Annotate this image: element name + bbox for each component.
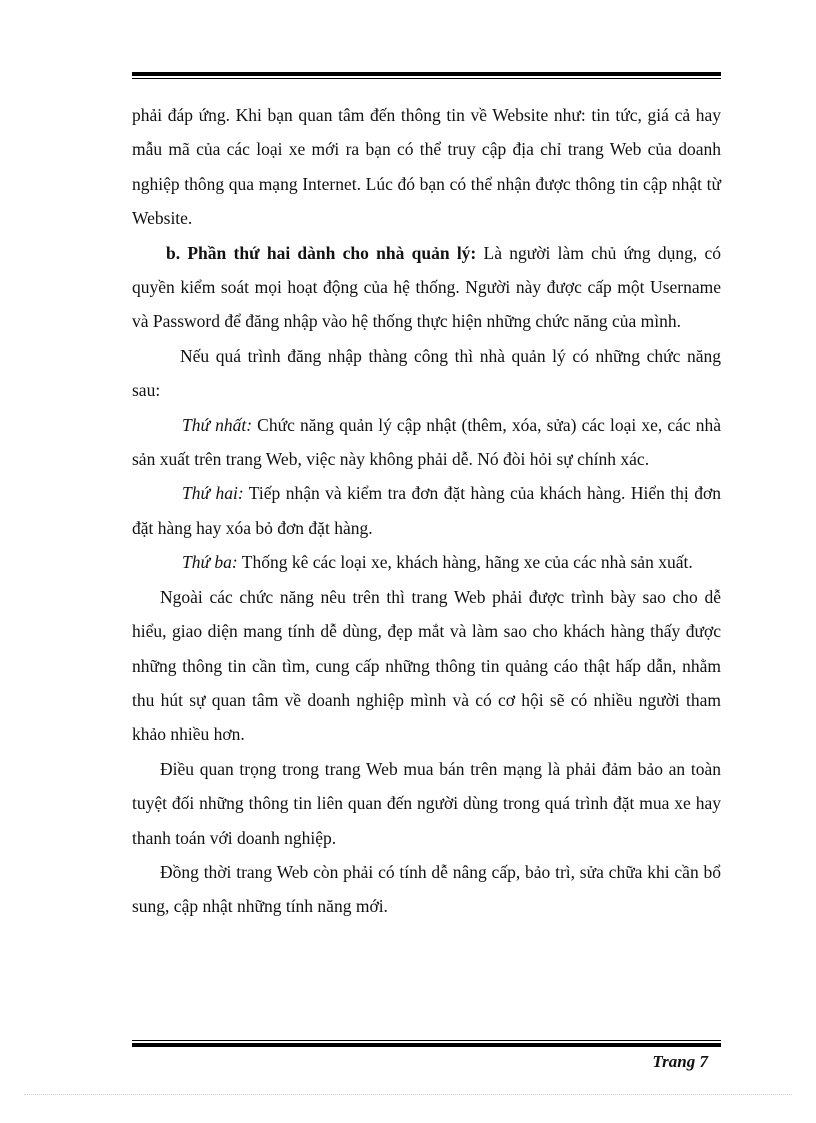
admin-section-text: Là người làm chủ ứng dụng, có quyền kiểm soát mọi hoạt động của hệ thống. Người này được cấp một Username và Password để đăng nhập vào hệ thống thực hiện những chức năng của mình. [132,242,721,332]
second-function-label: Thứ hai: [182,483,244,504]
footer-rule [132,1040,721,1047]
second-function-text: Tiếp nhận và kiểm tra đơn đặt hàng của khách hàng. Hiển thị đơn đặt hàng hay xóa bỏ đơn đặt hàng. [132,483,721,538]
page-number: Trang 7 [652,1052,708,1071]
paragraph-second-function [132,476,721,545]
header-rule [132,72,721,79]
third-function-label: Thứ ba: [182,552,238,573]
paragraph-admin-section [132,236,721,339]
third-function-text: Thống kê các loại xe, khách hàng, hãng xe của các nhà sản xuất. [237,552,693,573]
paragraph-website-info: phải đáp ứng. Khi bạn quan tâm đến thông tin về Website như: tin tức, giá cả hay mẫu mã của các loại xe mới ra bạn có thể truy cập địa chỉ trang Web của doanh nghiệp thông qua mạng Internet. Lúc đó bạn có thể nhận được thông tin cập nhật từ Website. [132,105,721,229]
paragraph-security: Điều quan trọng trong trang Web mua bán trên mạng là phải đảm bảo an toàn tuyệt đối những thông tin liên quan đến người dùng trong quá trình đặt mua xe hay thanh toán với doanh nghiệp. [132,758,721,848]
page-edge-divider [24,1094,792,1095]
paragraph-maintenance: Đồng thời trang Web còn phải có tính dễ nâng cấp, bảo trì, sửa chữa khi cần bổ sung, cập nhật những tính năng mới. [132,861,721,917]
admin-section-heading: b. Phần thứ hai dành cho nhà quản lý: [166,242,477,263]
paragraph-first-function [132,408,721,477]
paragraph-third-function [132,545,721,579]
first-function-label: Thứ nhất: [182,414,253,435]
first-function-text: Chức năng quản lý cập nhật (thêm, xóa, sửa) các loại xe, các nhà sản xuất trên trang Web, việc này không phải dễ. Nó đòi hỏi sự chính xác. [132,414,722,470]
paragraph-login-functions: Nếu quá trình đăng nhập thàng công thì nhà quản lý có những chức năng sau: [132,345,721,401]
document-body [132,98,721,924]
paragraph-presentation: Ngoài các chức năng nêu trên thì trang Web phải được trình bày sao cho dễ hiểu, giao diện mang tính dễ dùng, đẹp mắt và làm sao cho khách hàng thấy được những thông tin cần tìm, cung cấp những thông tin quảng cáo thật hấp dẫn, nhằm thu hút sự quan tâm về doanh nghiệp mình và có cơ hội sẽ có nhiều người tham khảo nhiều hơn. [132,586,721,745]
